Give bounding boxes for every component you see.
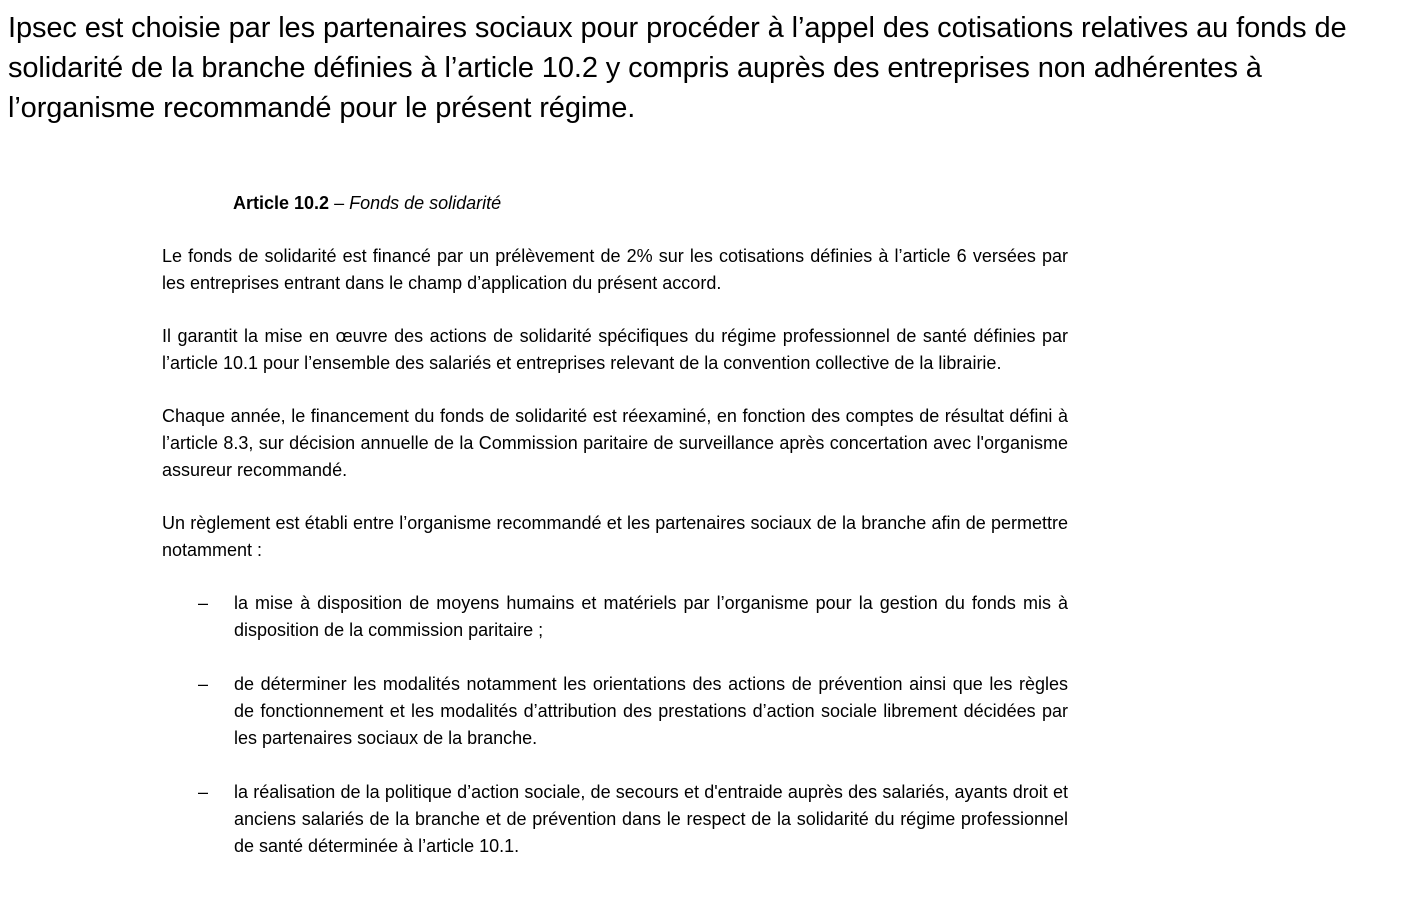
article-number: Article 10.2: [233, 193, 330, 213]
intro-paragraph: Ipsec est choisie par les partenaires sociaux pour procéder à l’appel des cotisations relatives au fonds de solidarité de la branche définies à l’article 10.2 y compris auprès des entreprises non adhérentes à l’organisme recommandé pour le présent régime.: [8, 12, 1347, 124]
article-paragraph-4: Un règlement est établi entre l’organisme recommandé et les partenaires sociaux de la branche afin de permettre notamment :: [162, 513, 1068, 560]
bullet-dash: –: [198, 674, 209, 694]
bullet-list: [162, 590, 1068, 860]
list-item-text: la réalisation de la politique d’action sociale, de secours et d'entraide auprès des salariés, ayants droit et anciens salariés de la branche et de prévention dans le respect de la solidarité du régime professionnel de santé déterminée à l’article 10.1.: [234, 782, 1068, 856]
bullet-dash: –: [198, 782, 209, 802]
article-title: Fonds de solidarité: [349, 193, 502, 213]
article-paragraph-2: Il garantit la mise en œuvre des actions de solidarité spécifiques du régime professionnel de santé définies par l’article 10.1 pour l’ensemble des salariés et entreprises relevant de la convention collective de la librairie.: [162, 326, 1068, 373]
article-section: [162, 190, 1068, 887]
bullet-dash: –: [198, 593, 209, 613]
article-paragraph-3: Chaque année, le financement du fonds de solidarité est réexaminé, en fonction des comptes de résultat défini à l’article 8.3, sur décision annuelle de la Commission paritaire de surveillance après concertation avec l'organisme assureur recommandé.: [162, 406, 1068, 480]
article-separator: –: [329, 193, 350, 213]
article-heading: [233, 190, 1068, 217]
article-paragraph-1: Le fonds de solidarité est financé par un prélèvement de 2% sur les cotisations définies à l’article 6 versées par les entreprises entrant dans le champ d’application du présent accord.: [162, 246, 1068, 293]
list-item: [162, 590, 1068, 644]
list-item: [162, 779, 1068, 860]
list-item-text: de déterminer les modalités notamment les orientations des actions de prévention ainsi que les règles de fonctionnement et les modalités d’attribution des prestations d’action sociale librement décidées par les partenaires sociaux de la branche.: [234, 674, 1068, 748]
list-item-text: la mise à disposition de moyens humains et matériels par l’organisme pour la gestion du fonds mis à disposition de la commission paritaire ;: [234, 593, 1068, 640]
list-item: [162, 671, 1068, 752]
